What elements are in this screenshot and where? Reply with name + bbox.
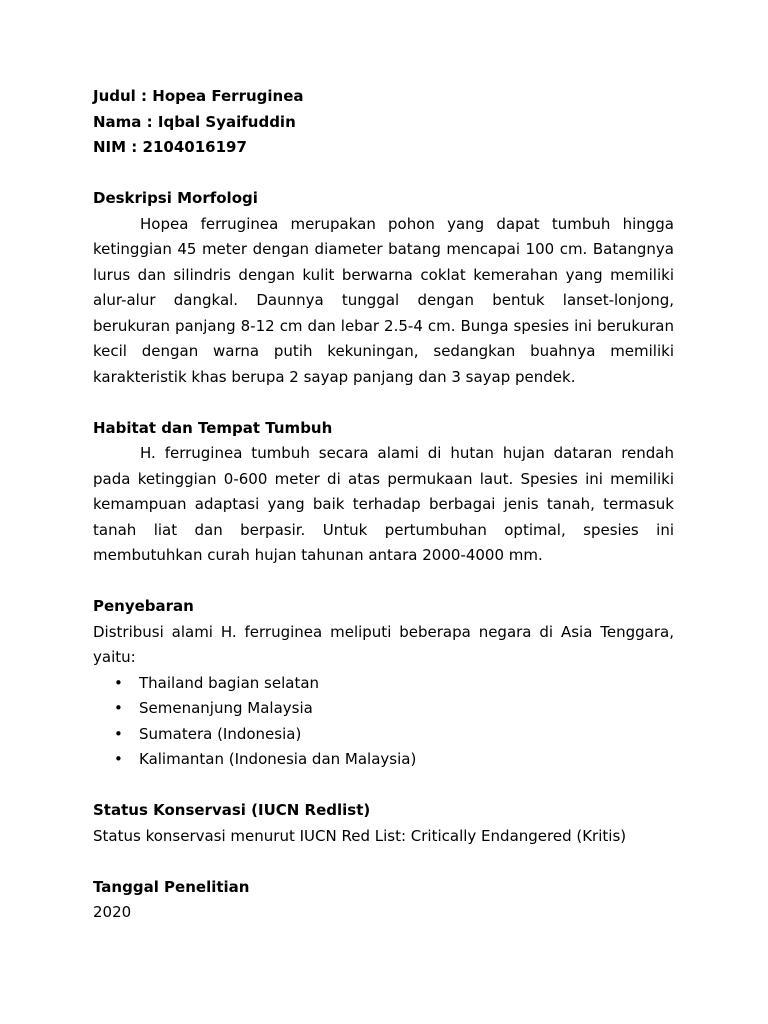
- nim-line: NIM : 2104016197: [93, 138, 247, 156]
- morphology-paragraph: Hopea ferruginea merupakan pohon yang dapat tumbuh hingga ketinggian 45 meter dengan diameter batang mencapai 100 cm. Batangnya lurus dan silindris dengan kulit berwarna coklat kemerahan yang memiliki alur-alur dangkal. Daunnya tunggal dengan bentuk lanset-lonjong, berukuran panjang 8-12 cm dan lebar 2.5-4 cm. Bunga spesies ini berukuran kecil dengan warna putih kekuningan, sedangkan buahnya memiliki karakteristik khas berupa 2 sayap panjang dan 3 sayap pendek.: [93, 214, 674, 386]
- distribution-intro: Distribusi alami H. ferruginea meliputi beberapa negara di Asia Tenggara, yaitu:: [93, 622, 674, 666]
- habitat-heading: Habitat dan Tempat Tumbuh: [93, 418, 333, 437]
- list-item-text: Sumatera (Indonesia): [139, 724, 302, 743]
- bullet-icon: •: [114, 699, 123, 717]
- list-item-text: Kalimantan (Indonesia dan Malaysia): [139, 750, 417, 768]
- list-item: [93, 671, 674, 697]
- bullet-icon: •: [114, 724, 123, 743]
- habitat-paragraph: H. ferruginea tumbuh secara alami di hutan hujan dataran rendah pada ketinggian 0-600 meter di atas permukaan laut. Spesies ini memiliki kemampuan adaptasi yang baik terhadap berbagai jenis tanah, termasuk tanah liat dan berpasir. Untuk pertumbuhan optimal, spesies ini membutuhkan curah hujan tahunan antara 2000-4000 mm.: [93, 444, 674, 564]
- list-item: [93, 747, 674, 773]
- list-item-text: Semenanjung Malaysia: [139, 699, 313, 717]
- spacer: [93, 849, 674, 875]
- spacer: [93, 569, 674, 595]
- research-date-heading: Tanggal Penelitian: [93, 877, 250, 896]
- distribution-heading: Penyebaran: [93, 597, 194, 615]
- morphology-heading: Deskripsi Morfologi: [93, 189, 258, 207]
- distribution-list: [93, 671, 674, 773]
- spacer: [93, 390, 674, 416]
- name-line: Nama : Iqbal Syaifuddin: [93, 112, 296, 131]
- research-date-value: 2020: [93, 903, 132, 921]
- list-item-text: Thailand bagian selatan: [139, 673, 320, 692]
- spacer: [93, 161, 674, 187]
- list-item: [93, 722, 674, 748]
- bullet-icon: •: [114, 750, 123, 768]
- spacer: [93, 773, 674, 799]
- conservation-text: Status konservasi menurut IUCN Red List: Critically Endangered (Kritis): [93, 826, 627, 845]
- title-line: Judul : Hopea Ferruginea: [93, 87, 304, 105]
- list-item: [93, 696, 674, 722]
- conservation-heading: Status Konservasi (IUCN Redlist): [93, 801, 371, 819]
- bullet-icon: •: [114, 673, 123, 692]
